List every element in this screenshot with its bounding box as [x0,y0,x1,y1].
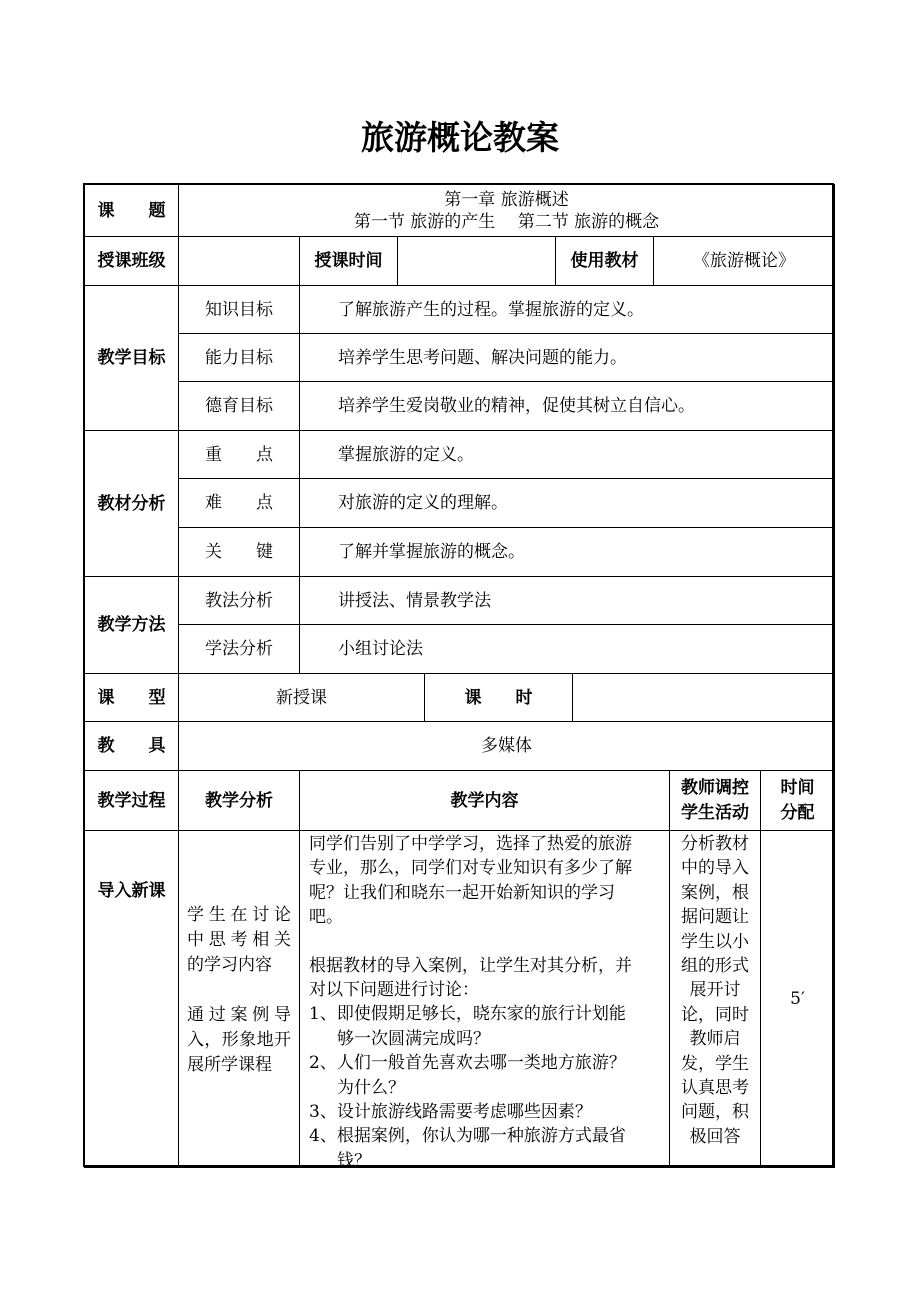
class-label: 授课班级 [84,236,179,286]
blank-line [309,930,661,954]
time-value [397,236,556,286]
text-line: 问题，积 [681,1102,749,1123]
header-activity-line: 学生活动 [681,802,749,823]
header-time [760,770,835,831]
method-text: 讲授法、情景教学法 [299,576,835,625]
method-name: 学法分析 [178,624,300,674]
objective-name: 德育目标 [178,381,300,431]
question-line: 为什么？ [337,1077,405,1098]
text-line: 认真思考 [681,1078,749,1099]
text-line: 对以下问题进行讨论： [309,980,479,1001]
objectives-label: 教学目标 [84,285,179,431]
hours-label: 课 时 [424,673,573,722]
hours-value [572,673,835,722]
text-line: 分析教材 [681,834,749,854]
intro-activity-text [670,832,760,1149]
text-line: 根据教材的导入案例，让学生对其分析，并 [309,955,632,976]
header-content: 教学内容 [299,770,670,831]
method-text: 小组讨论法 [299,624,835,674]
intro-analysis-text [187,903,291,1078]
text-line: 通过案例导 [187,1005,291,1025]
text-line: 发，学生 [681,1053,749,1074]
question-line: 2、人们一般首先喜欢去哪一类地方旅游？ [309,1053,626,1074]
text-line: 组的形式 [681,956,749,977]
text-line: 论，同时 [681,1004,749,1025]
question-line: 钱？ [337,1150,371,1171]
analysis-text: 了解并掌握旅游的概念。 [299,527,835,577]
section-titles: 第一节 旅游的产生 第二节 旅游的概念 [353,211,660,232]
analysis-name: 重 点 [178,430,300,479]
text-line: 入，形象地开 [187,1030,291,1050]
text-line: 展开讨 [689,980,741,1001]
textbook-label: 使用教材 [555,236,654,286]
objective-text: 了解旅游产生的过程。掌握旅游的定义。 [299,285,835,334]
objective-text: 培养学生思考问题、解决问题的能力。 [299,333,835,382]
header-time-line: 时间 [780,777,815,798]
tools-value: 多媒体 [178,721,835,771]
header-activity [669,770,761,831]
document-title: 旅游概论教案 [361,118,559,157]
topic-label: 课 题 [84,184,179,237]
methods-label: 教学方法 [84,576,179,674]
tools-label: 教 具 [84,721,179,771]
question-line: 4、根据案例，你认为哪一种旅游方式最省 [309,1126,626,1147]
analysis-name: 关 键 [178,527,300,577]
lesson-type-label: 课 型 [84,673,179,722]
intro-label: 导入新课 [84,830,179,1168]
text-line: 专业，那么，同学们对专业知识有多少了解 [309,858,632,879]
text-line: 呢？让我们和晓东一起开始新知识的学习 [309,882,615,903]
time-label: 授课时间 [299,236,398,286]
text-line: 学生以小 [681,931,749,952]
objective-name: 知识目标 [178,285,300,334]
question-line: 3、设计旅游线路需要考虑哪些因素？ [309,1102,592,1123]
text-line: 中的导入 [681,858,749,879]
intro-time: 5′ [760,830,835,1168]
text-line: 吧。 [309,907,343,928]
method-name: 教法分析 [178,576,300,625]
question-line: 够一次圆满完成吗？ [337,1028,490,1049]
text-line: 的学习内容 [187,955,272,975]
blank-line [187,978,291,1003]
chapter-title: 第一章 旅游概述 [444,189,569,210]
header-analysis: 教学分析 [178,770,300,831]
text-line: 同学们告别了中学学习，选择了热爱的旅游 [309,834,632,854]
text-line: 中思考相关 [187,930,291,950]
analysis-text: 掌握旅游的定义。 [299,430,835,479]
lesson-type-value: 新授课 [178,673,425,722]
class-value [178,236,300,286]
text-line: 案例，根 [681,882,749,903]
objective-text: 培养学生爱岗敬业的精神，促使其树立自信心。 [299,381,835,431]
intro-content-text [309,832,661,1173]
text-line: 学生在讨论 [187,905,291,925]
text-line: 教师启 [689,1029,741,1050]
topic-cell [178,184,835,237]
objective-name: 能力目标 [178,333,300,382]
textbook-value: 《旅游概论》 [653,236,835,286]
question-line: 1、即使假期足够长，晓东家的旅行计划能 [309,1004,626,1025]
text-line: 展所学课程 [187,1055,272,1075]
analysis-text: 对旅游的定义的理解。 [299,478,835,528]
text-line: 据问题让 [681,907,749,928]
header-activity-line: 教师调控 [681,777,749,798]
analysis-label: 教材分析 [84,430,179,577]
text-line: 极回答 [689,1126,741,1147]
process-label: 教学过程 [84,770,179,831]
analysis-name: 难 点 [178,478,300,528]
header-time-line: 分配 [780,802,815,823]
